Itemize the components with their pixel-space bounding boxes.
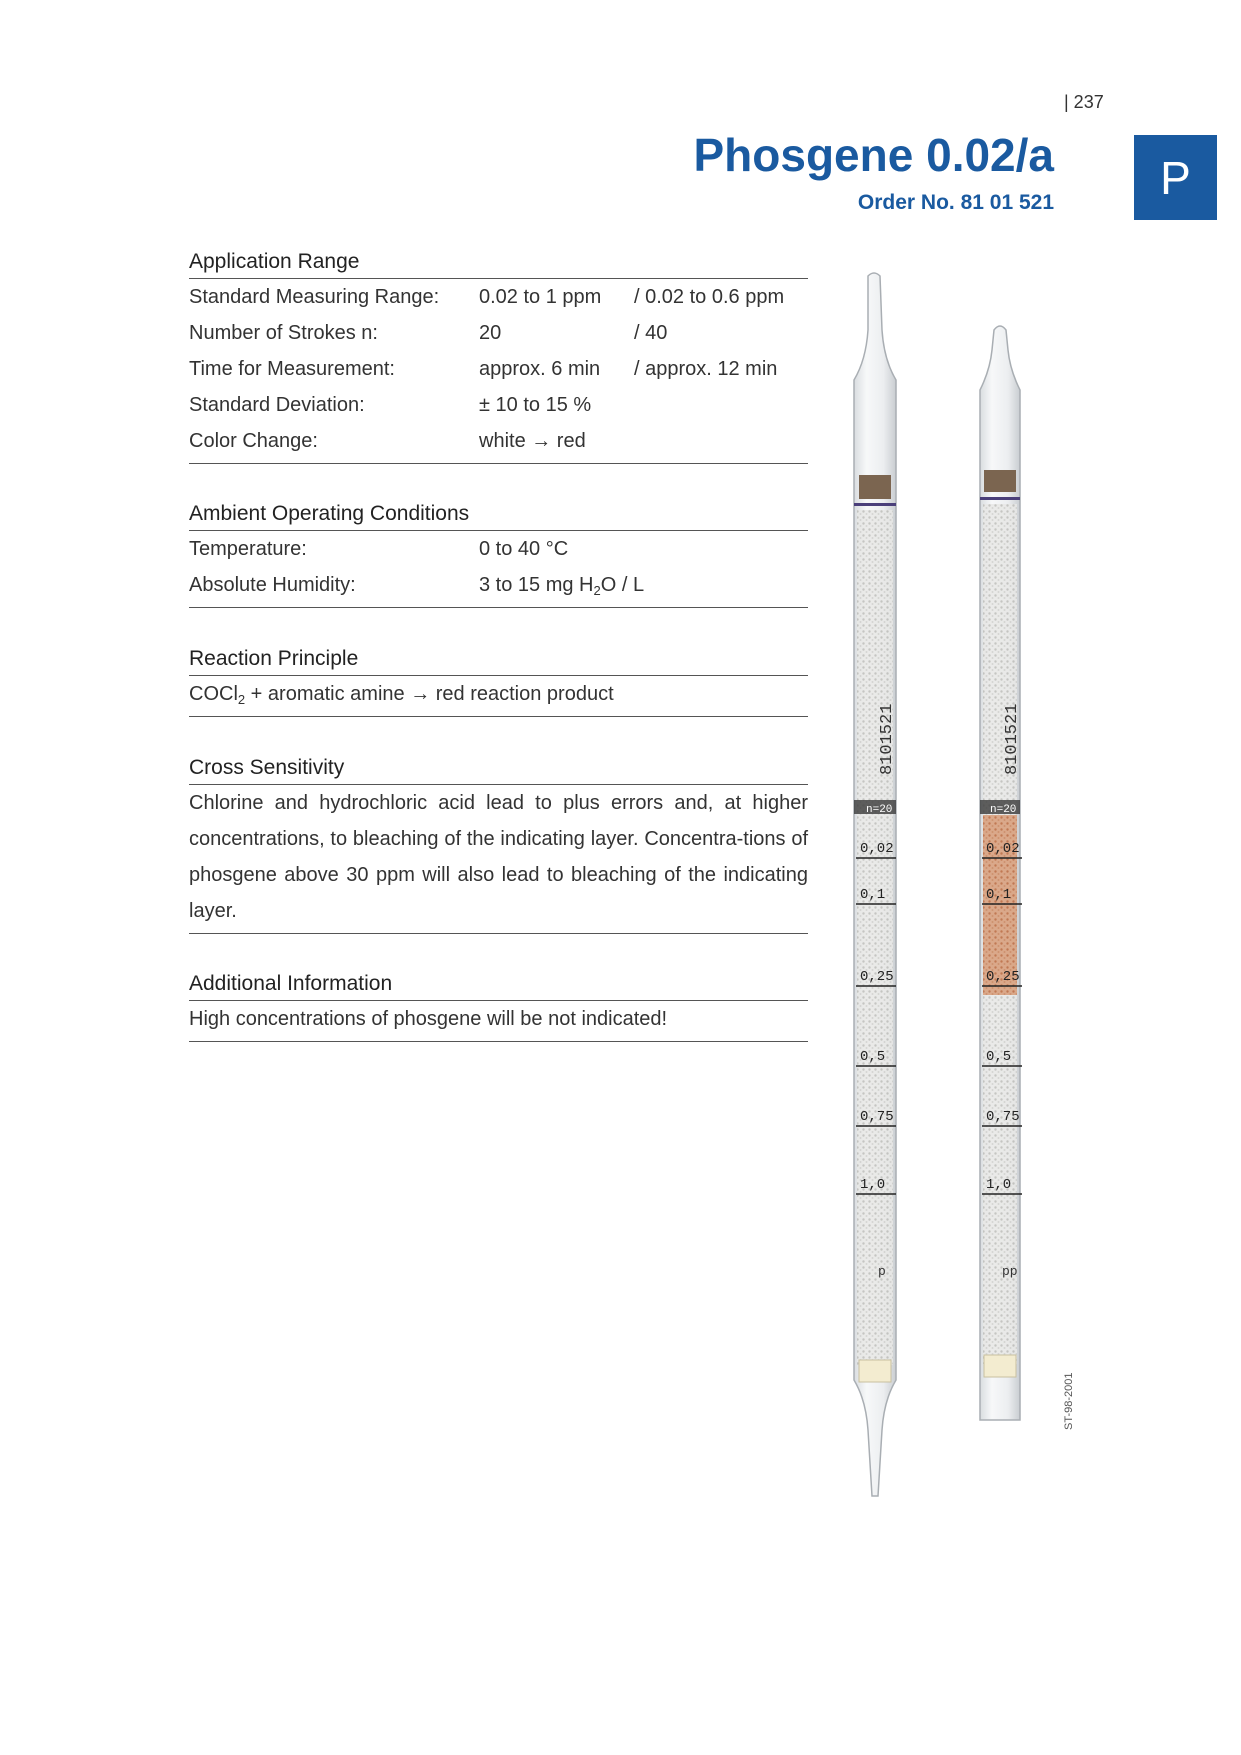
humidity-text: 3 to 15 mg H	[479, 574, 594, 596]
scale-label: 0,02	[986, 841, 1020, 857]
row-label: Temperature:	[189, 538, 307, 560]
scale-label: 0,02	[860, 841, 894, 857]
tube-band	[980, 497, 1020, 500]
subscript: 2	[237, 692, 246, 707]
tube-band	[854, 503, 896, 506]
scale-label: 0,75	[860, 1109, 894, 1125]
order-number: Order No. 81 01 521	[857, 191, 1054, 214]
table-row	[189, 387, 808, 423]
row-value: 0.02 to 1 ppm	[479, 286, 602, 308]
stroke-label-left: n=20	[866, 804, 893, 816]
row-value-alt: / 40	[634, 322, 668, 344]
table-row	[189, 423, 808, 459]
tube-code-right: 8101521	[1003, 703, 1022, 775]
additional-information-section	[189, 968, 808, 1042]
scale-label: 0,25	[986, 969, 1020, 985]
row-value-alt: / 0.02 to 0.6 ppm	[634, 286, 785, 308]
row-value	[479, 567, 644, 603]
cross-sensitivity-section	[189, 752, 808, 934]
scale-label: 0,1	[986, 887, 1012, 903]
row-label: Time for Measurement:	[189, 358, 395, 380]
application-range-section	[189, 246, 808, 464]
subscript: 2	[593, 583, 601, 598]
additional-information-text: High concentrations of phosgene will be not indicated!	[189, 1008, 668, 1030]
section-heading: Ambient Operating Conditions	[189, 498, 808, 531]
scale-label: 0,25	[860, 969, 894, 985]
unit-label-left: p	[878, 1264, 886, 1279]
table-row	[189, 567, 808, 603]
tube-end-plug	[984, 1355, 1016, 1377]
row-value: approx. 6 min	[479, 358, 601, 380]
section-heading: Application Range	[189, 246, 808, 279]
row-value-alt: / approx. 12 min	[634, 358, 778, 380]
row-value: ± 10 to 15 %	[479, 394, 592, 416]
scale-label: 0,5	[986, 1049, 1012, 1065]
section-heading: Additional Information	[189, 968, 808, 1001]
scale-label: 0,1	[860, 887, 886, 903]
section-heading: Cross Sensitivity	[189, 752, 808, 785]
scale-label: 0,5	[860, 1049, 886, 1065]
reaction-principle-section	[189, 643, 808, 717]
row-label: Color Change:	[189, 430, 318, 452]
humidity-unit: O / L	[600, 574, 645, 596]
table-row	[189, 279, 808, 315]
scale-label: 1,0	[986, 1177, 1012, 1193]
row-value: 0 to 40 °C	[479, 538, 569, 560]
photo-credit: ST-98-2001	[1063, 1372, 1075, 1430]
cross-sensitivity-body	[189, 785, 808, 934]
tube-plug	[859, 475, 891, 499]
ambient-conditions-table	[189, 531, 808, 608]
tube-left	[854, 273, 896, 1496]
reaction-equation	[189, 676, 808, 712]
application-range-table	[189, 279, 808, 464]
row-label: Standard Deviation:	[189, 394, 365, 416]
unit-label-right: pp	[1002, 1264, 1018, 1279]
tube-end-plug	[859, 1360, 891, 1382]
scale-label: 1,0	[860, 1177, 886, 1193]
row-value: 20	[479, 322, 502, 344]
indicating-layer	[857, 510, 893, 1365]
reaction-principle-body	[189, 676, 808, 717]
table-row	[189, 531, 808, 567]
page-number: | 237	[1064, 92, 1104, 112]
ambient-conditions-section	[189, 498, 808, 608]
row-label: Absolute Humidity:	[189, 574, 356, 596]
section-heading: Reaction Principle	[189, 643, 808, 676]
tube-right	[980, 326, 1020, 1420]
row-value: white → red	[479, 430, 586, 452]
tube-code-left: 8101521	[878, 703, 897, 775]
cross-sensitivity-text: Chlorine and hydrochloric acid lead to plus errors and, at higher concentrations, to bleaching of the indicating layer. Concentra-tions of phosgene above 30 ppm will also lead to bleaching of the indicating layer.	[189, 792, 808, 922]
additional-information-body	[189, 1001, 808, 1042]
table-row	[189, 315, 808, 351]
row-label: Standard Measuring Range:	[189, 286, 440, 308]
reaction-rest: + aromatic amine → red reaction product	[245, 683, 614, 705]
page-title: Phosgene 0.02/a	[693, 129, 1054, 181]
detector-tubes-photo	[838, 270, 1078, 1500]
reactant: COCl	[189, 683, 238, 705]
scale-label: 0,75	[986, 1109, 1020, 1125]
table-row	[189, 351, 808, 387]
section-tab: P	[1134, 135, 1217, 220]
row-label: Number of Strokes n:	[189, 322, 378, 344]
tube-plug	[984, 470, 1016, 492]
stroke-label-right: n=20	[990, 804, 1017, 816]
